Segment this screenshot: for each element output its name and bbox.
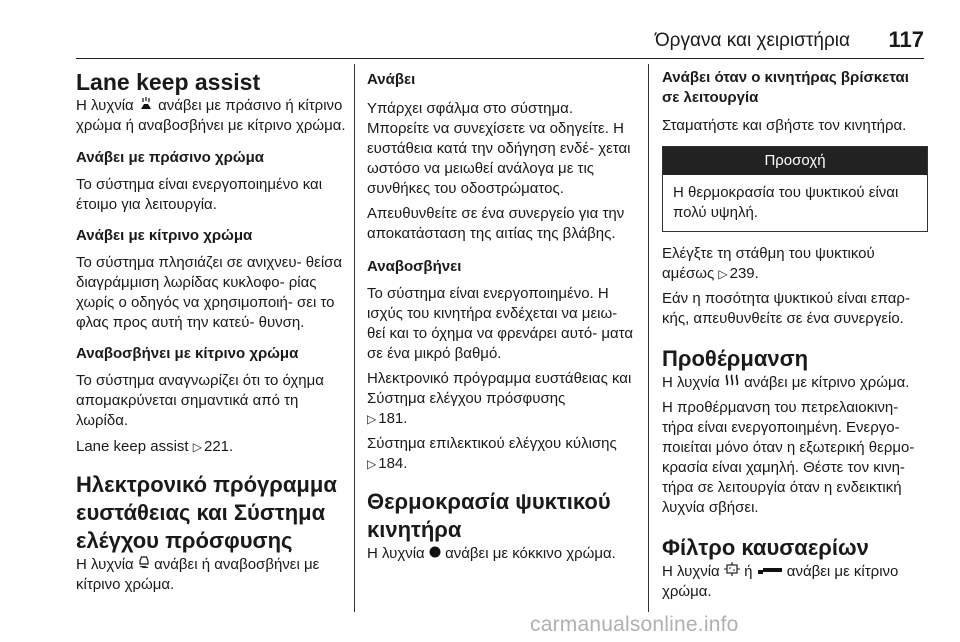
column-divider-2 [648,64,649,612]
page-reference-arrow-icon: ▷ [367,457,377,472]
column-divider-1 [354,64,355,612]
coolant-temperature-icon [429,544,441,564]
blink-text-2: Ηλεκτρονικό πρόγραμμα ευστάθειας και Σύστημα ελέγχου πρόσφυσης ▷ 181. [367,369,635,429]
skidding-car-icon [138,555,150,575]
coolant-text: Η λυχνία ανάβει με κόκκινο χρώμα. [367,544,635,564]
on-text-2: Απευθυνθείτε σε ένα συνεργείο για την αποκατάσταση της αιτίας της βλάβης. [367,205,625,242]
page-reference-arrow-icon: ▷ [192,440,202,455]
esc-heading: Ηλεκτρονικό πρόγραμμα ευστάθειας και Σύστημα ελέγχου πρόσφυσης [76,472,337,554]
column-3 [662,64,928,602]
page-header [0,0,960,64]
blink-text-3: Σύστημα επιλεκτικού ελέγχου κύλισης ▷ 184. [367,434,635,474]
column-2 [367,64,635,564]
preheat-text-2: Η προθέρμανση του πετρελαιοκινη- τήρα είναι ενεργοποιημένη. Ενεργο- ποιείται μόνο όταν η εξωτερική θερμο- κρασία είναι χαμηλή. Θέστε τον κινη- τήρα σε λειτουργία όταν η ενδεικτική λυχνία σβήσει. [662,399,915,517]
coolant-heading: Θερμοκρασία ψυκτικού κινητήρα [367,489,611,543]
caution-title: Προσοχή [663,147,927,175]
lane-keep-heading: Lane keep assist [76,69,261,95]
exhaust-filter-icon [757,562,783,582]
on-heading: Ανάβει [367,71,416,88]
header-divider [76,58,924,59]
page-reference-arrow-icon: ▷ [718,267,728,282]
column-1 [76,64,346,595]
lane-departure-icon [138,96,154,116]
esc-text: Η λυχνία ανάβει ή αναβοσβήνει με κίτρινο χρώμα. [76,556,320,594]
preheat-text: Η λυχνία ανάβει με κίτρινο χρώμα. [662,373,928,393]
particle-filter-icon [724,562,740,582]
leak-text: Εάν η ποσότητα ψυκτικού είναι επαρ- κής, απευθυνθείτε σε ένα συνεργείο. [662,290,910,328]
page-number: 117 [888,27,924,52]
check-text: Ελέγξτε τη στάθμη του ψυκτικού αμέσως ▷ 239. [662,244,928,284]
flash-heading: Αναβοσβήνει με κίτρινο χρώμα [76,345,299,363]
running-text: Σταματήστε και σβήστε τον κινητήρα. [662,117,907,134]
filter-text: Η λυχνία ή ανάβει με κίτρινο χρώμα. [662,563,899,601]
blink-text: Το σύστημα είναι ενεργοποιημένο. Η ισχύς του κινητήρα ενδέχεται να μειω- θεί και το όχημα να φρενάρει αυτό- ματα σε ένα μικρό βαθμό. [367,285,634,362]
on-text: Υπάρχει σφάλμα στο σύστημα. Μπορείτε να συνεχίσετε να οδηγείτε. Η ευστάθεια κατά την οδήγηση ενδέ- χεται ωστόσο να μειωθεί ανάλογα με τις συνθήκες του οδοστρώματος. [367,100,631,197]
running-heading: Ανάβει όταν ο κινητήρας βρίσκεται σε λειτουργία [662,69,909,106]
caution-text: Η θερμοκρασία του ψυκτικού είναι πολύ υψηλή. [673,184,899,221]
lane-keep-text: Η λυχνία ανάβει με πράσινο ή κίτρινο χρώμα ή αναβοσβήνει με κίτρινο χρώμα. [76,97,346,135]
glow-plug-icon [724,373,740,393]
yellow-text: Το σύστημα πλησιάζει σε ανιχνευ- θείσα διαγράμμιση λωρίδας κυκλοφο- ρίας χωρίς ο οδηγός να χρησιμοποιή- σει το φλας προς αυτή την κατεύ- θυνση. [76,254,343,332]
filter-heading: Φίλτρο καυσαερίων [662,535,869,561]
preheat-heading: Προθέρμανση [662,346,809,372]
page-reference-arrow-icon: ▷ [367,412,377,427]
watermark: carmanualsonline.info [530,613,739,636]
blink-heading: Αναβοσβήνει [367,258,462,275]
caution-box [662,146,928,232]
section-title: Όργανα και χειριστήρια [654,30,850,51]
green-heading: Ανάβει με πράσινο χρώμα [76,149,264,167]
green-text: Το σύστημα είναι ενεργοποιημένο και έτοιμο για λειτουργία. [76,176,323,214]
yellow-heading: Ανάβει με κίτρινο χρώμα [76,227,253,245]
lane-keep-reference: Lane keep assist ▷ 221. [76,437,346,457]
flash-text: Το σύστημα αναγνωρίζει ότι το όχημα απομακρύνεται σημαντικά από τη λωρίδα. [76,372,324,430]
